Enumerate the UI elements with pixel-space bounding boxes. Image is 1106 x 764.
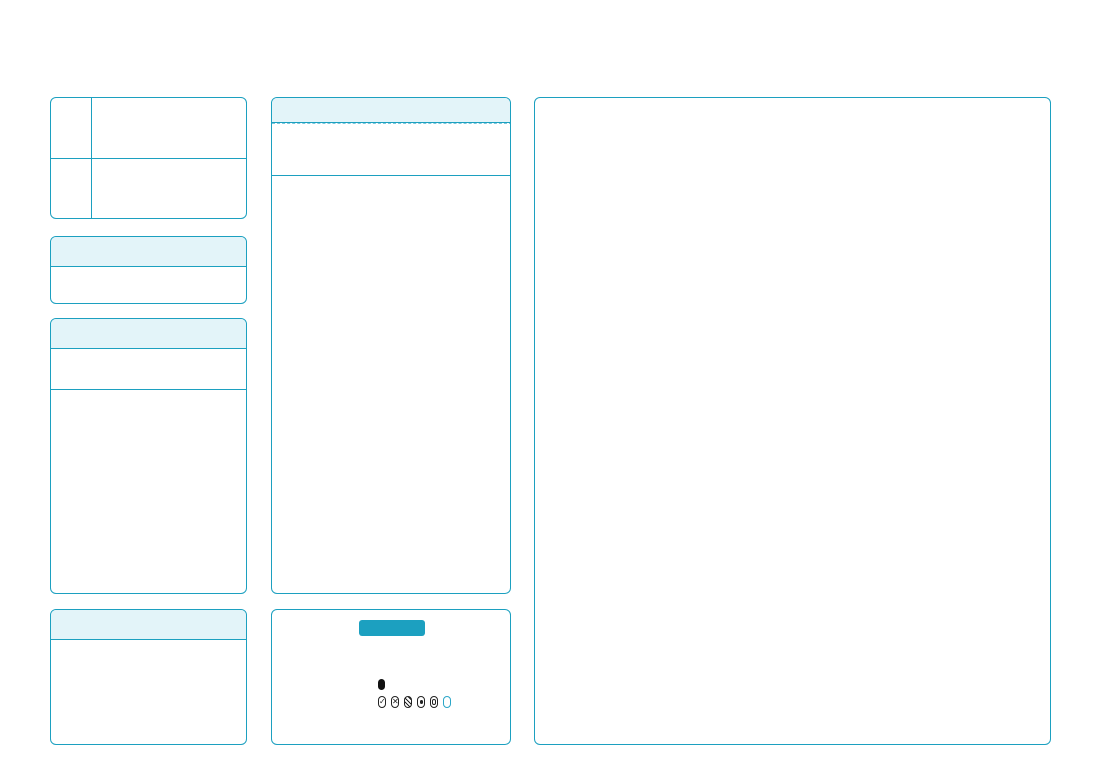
correct-mark-example [378, 679, 385, 690]
exam-type-header [51, 237, 246, 267]
exam-date-field[interactable] [93, 98, 247, 158]
employee-number-header [51, 319, 246, 349]
timing-marks [0, 20, 1106, 38]
supervisor-header [51, 610, 246, 640]
wrong-mark-examples: ✓ ✕ [378, 696, 458, 710]
name-box [271, 97, 511, 594]
supervisor-sign-field[interactable] [51, 641, 247, 745]
date-subject-box [50, 97, 247, 219]
name-header [272, 98, 510, 123]
employee-number-box [50, 318, 247, 594]
exam-type-box [50, 236, 247, 304]
subject-field[interactable] [93, 159, 247, 219]
notice-box [271, 609, 511, 745]
answer-sheet [534, 97, 1051, 745]
supervisor-box [50, 609, 247, 745]
notice-badge [359, 620, 425, 636]
